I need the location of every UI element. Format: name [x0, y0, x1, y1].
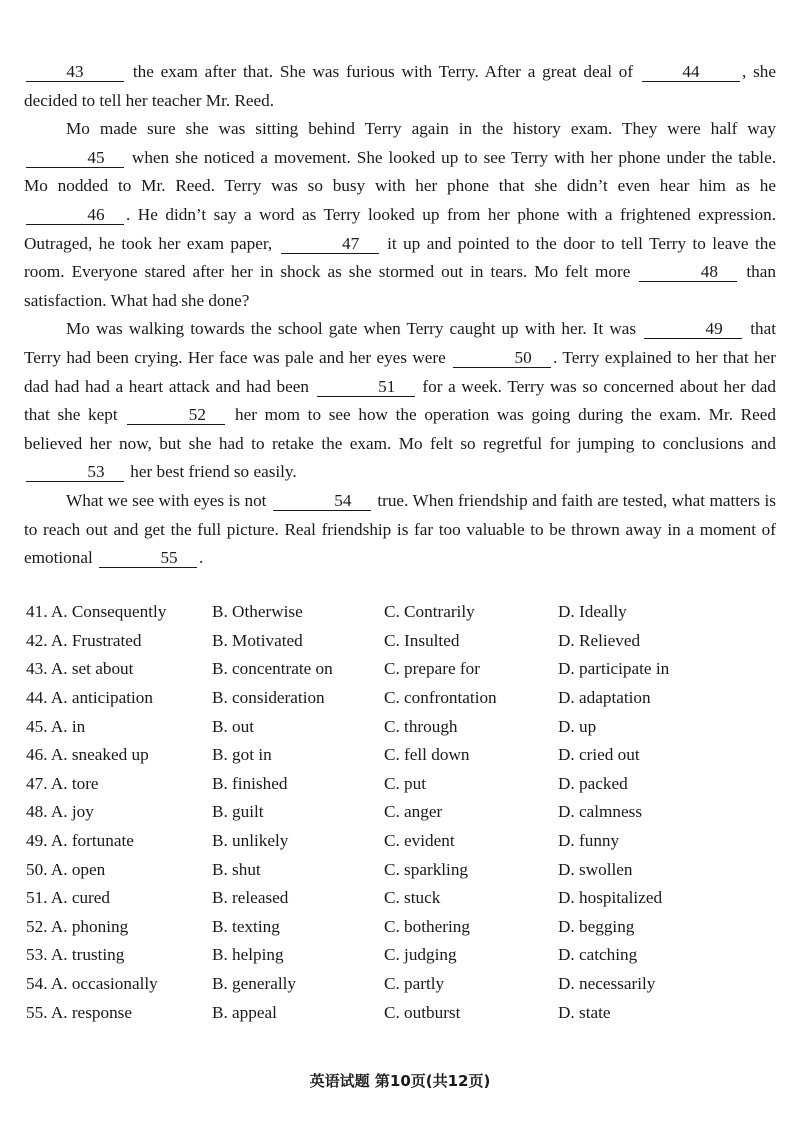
option-choice-d: D. participate in	[558, 659, 670, 679]
option-choice-c: C. Contrarily	[384, 602, 475, 622]
option-row	[26, 684, 776, 713]
passage-text: Mo was walking towards the school gate when Terry caught up with her. It was	[66, 319, 643, 339]
option-row	[26, 970, 776, 999]
option-choice-c: C. sparkling	[384, 859, 469, 879]
passage-text: .	[199, 548, 204, 568]
option-row	[26, 598, 776, 627]
option-choice-c: C. bothering	[384, 916, 470, 936]
option-row	[26, 770, 776, 799]
passage-text: that Terry had been crying. Her face was pale and her eyes were	[24, 319, 776, 367]
option-choice-c: C. judging	[384, 945, 457, 965]
option-choice-d: D. cried out	[558, 745, 640, 765]
option-choice-c: C. stuck	[384, 888, 441, 908]
answer-blank: 46	[26, 206, 124, 225]
option-choice-a: 47. A. tore	[26, 773, 99, 793]
option-choice-c: C. fell down	[384, 745, 470, 765]
passage-text: than satisfaction. What had she done?	[24, 262, 776, 310]
option-row	[26, 798, 776, 827]
option-choice-a: 50. A. open	[26, 859, 106, 879]
option-choice-b: B. consideration	[212, 688, 325, 708]
option-choice-b: B. guilt	[212, 802, 264, 822]
option-choice-a: 41. A. Consequently	[26, 602, 167, 622]
passage-paragraph	[24, 58, 776, 115]
option-choice-a: 53. A. trusting	[26, 945, 125, 965]
passage-text: , she decided to tell her teacher Mr. Reed.	[24, 62, 776, 110]
option-choice-c: C. prepare for	[384, 659, 480, 679]
passage-text: . He didn’t say a word as Terry looked up from her phone with a frightened expression. Outraged, he took her exam paper,	[24, 204, 776, 253]
cloze-passage	[24, 58, 776, 573]
option-row	[26, 655, 776, 684]
option-choice-b: B. out	[212, 716, 255, 736]
option-row	[26, 855, 776, 884]
option-choice-b: B. unlikely	[212, 831, 289, 851]
option-choice-a: 51. A. cured	[26, 888, 111, 908]
option-choice-a: 44. A. anticipation	[26, 688, 153, 708]
answer-blank: 44	[642, 63, 740, 82]
option-choice-a: 46. A. sneaked up	[26, 745, 149, 765]
passage-paragraph	[24, 487, 776, 573]
option-choice-c: C. Insulted	[384, 630, 460, 650]
answer-blank: 45	[26, 149, 124, 168]
option-choice-c: C. through	[384, 716, 458, 736]
option-choice-c: C. outburst	[384, 1002, 461, 1022]
option-choice-c: C. put	[384, 773, 427, 793]
option-choice-d: D. packed	[558, 773, 628, 793]
option-choice-b: B. finished	[212, 773, 288, 793]
answer-options	[26, 598, 776, 1027]
option-choice-a: 45. A. in	[26, 716, 86, 736]
passage-paragraph	[24, 315, 776, 487]
option-row	[26, 884, 776, 913]
answer-blank: 50	[453, 349, 551, 368]
option-choice-b: B. Motivated	[212, 630, 303, 650]
option-choice-a: 43. A. set about	[26, 659, 134, 679]
passage-text: Mo made sure she was sitting behind Terry again in the history exam. They were half way	[66, 119, 776, 139]
option-choice-a: 42. A. Frustrated	[26, 630, 142, 650]
option-choice-d: D. Relieved	[558, 630, 641, 650]
answer-blank: 54	[273, 492, 371, 511]
option-choice-d: D. Ideally	[558, 602, 627, 622]
option-choice-d: D. begging	[558, 916, 635, 936]
option-row	[26, 741, 776, 770]
option-row	[26, 712, 776, 741]
passage-text: What we see with eyes is not	[66, 490, 271, 510]
option-choice-d: D. necessarily	[558, 974, 656, 994]
passage-text: her mom to see how the operation was going during the exam. Mr. Reed believed her now, but she had to retake the exam. Mo felt so regretful for jumping to conclusions and	[24, 405, 776, 453]
answer-blank: 51	[317, 378, 415, 397]
option-row	[26, 827, 776, 856]
option-choice-c: C. evident	[384, 831, 455, 851]
answer-blank: 52	[127, 406, 225, 425]
option-choice-a: 54. A. occasionally	[26, 974, 158, 994]
answer-blank: 55	[99, 549, 197, 568]
option-choice-c: C. anger	[384, 802, 443, 822]
passage-text: the exam after that. She was furious with Terry. After a great deal of	[126, 62, 640, 81]
option-choice-b: B. texting	[212, 916, 280, 936]
option-choice-b: B. released	[212, 888, 289, 908]
passage-paragraph	[24, 115, 776, 315]
option-row	[26, 998, 776, 1027]
option-choice-c: C. confrontation	[384, 688, 497, 708]
option-choice-d: D. swollen	[558, 859, 633, 879]
answer-blank: 43	[26, 63, 124, 82]
answer-blank: 48	[639, 263, 737, 282]
passage-text: . Terry explained to her that her dad had had a heart attack and had been	[24, 347, 776, 396]
option-choice-a: 52. A. phoning	[26, 916, 129, 936]
option-row	[26, 941, 776, 970]
option-choice-d: D. hospitalized	[558, 888, 663, 908]
option-choice-a: 55. A. response	[26, 1002, 132, 1022]
option-row	[26, 627, 776, 656]
passage-text: her best friend so easily.	[126, 462, 297, 482]
option-choice-a: 48. A. joy	[26, 802, 94, 822]
option-choice-d: D. calmness	[558, 802, 643, 822]
option-choice-d: D. adaptation	[558, 688, 651, 708]
option-choice-b: B. concentrate on	[212, 659, 333, 679]
passage-text: for a week. Terry was so concerned about her dad that she kept	[24, 376, 776, 425]
option-choice-b: B. got in	[212, 745, 272, 765]
option-choice-b: B. generally	[212, 974, 296, 994]
option-choice-c: C. partly	[384, 974, 445, 994]
passage-text: it up and pointed to the door to tell Terry to leave the room. Everyone stared after her in shock as she stormed out in tears. Mo felt more	[24, 233, 776, 282]
option-choice-d: D. state	[558, 1002, 611, 1022]
passage-text: when she noticed a movement. She looked up to see Terry with her phone under the table. Mo nodded to Mr. Reed. Terry was so busy with her phone that she didn’t even hear him as he	[24, 147, 776, 196]
answer-blank: 47	[281, 235, 379, 254]
passage-text: true. When friendship and faith are tested, what matters is to reach out and get the full picture. Real friendship is far too valuable to be thrown away in a moment of emotional	[24, 490, 776, 568]
answer-blank: 49	[644, 320, 742, 339]
option-row	[26, 913, 776, 942]
option-choice-b: B. helping	[212, 945, 284, 965]
option-choice-b: B. shut	[212, 859, 261, 879]
option-choice-b: B. Otherwise	[212, 602, 303, 622]
option-choice-d: D. funny	[558, 831, 620, 851]
option-choice-b: B. appeal	[212, 1002, 277, 1022]
option-choice-a: 49. A. fortunate	[26, 831, 134, 851]
option-choice-d: D. catching	[558, 945, 638, 965]
answer-blank: 53	[26, 463, 124, 482]
page-footer: 英语试题 第10页(共12页)	[309, 1072, 491, 1090]
option-choice-d: D. up	[558, 716, 597, 736]
